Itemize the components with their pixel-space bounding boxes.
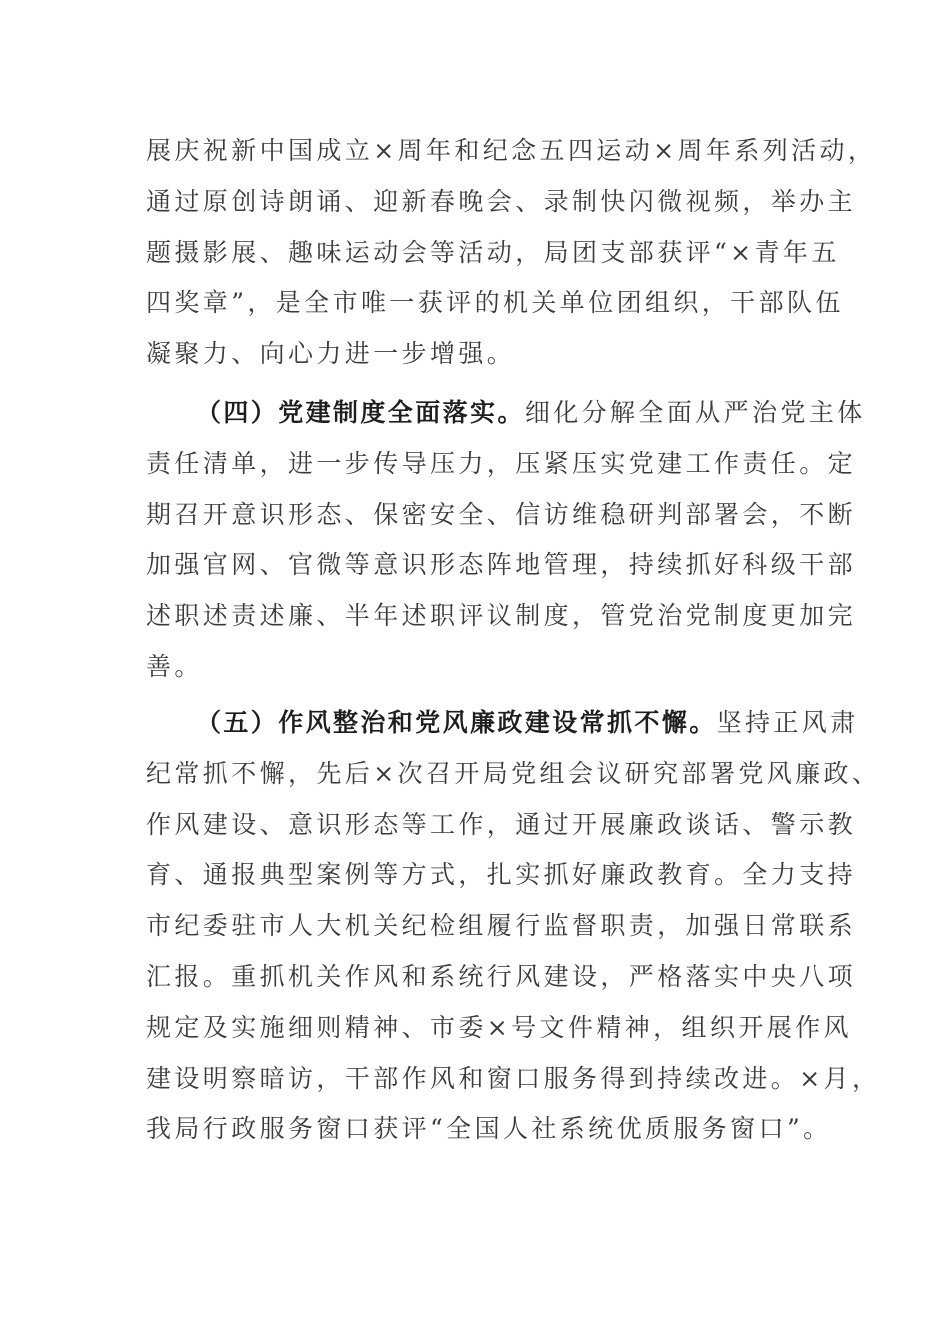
paragraph-line: 建设明察暗访，干部作风和窗口服务得到持续改进。×月， [146,1063,881,1093]
paragraph-activities [146,126,877,380]
section-heading-four: （四）党建制度全面落实。 [196,398,525,427]
paragraph-line: 展庆祝新中国成立×周年和纪念五四运动×周年系列活动， [146,136,877,165]
paragraph-line: 题摄影展、趣味运动会等活动，局团支部获评“×青年五 [146,237,840,267]
paragraph-line: 加强官网、官微等意识形态阵地管理，持续抓好科级干部 [146,550,857,580]
paragraph-line: 责任清单，进一步传导压力，压紧压实党建工作责任。定 [146,448,857,478]
paragraph-line: 规定及实施细则精神、市委×号文件精神，组织开展作风 [146,1012,852,1042]
paragraph-first-line [146,698,859,749]
paragraph-line: 汇报。重抓机关作风和系统行风建设，严格落实中央八项 [146,961,857,991]
section-heading-five: （五）作风整治和党风廉政建设常抓不懈。 [196,708,717,737]
paragraph-line: 通过原创诗朗诵、迎新春晚会、录制快闪微视频，举办主 [146,186,857,216]
paragraph-line: 四奖章”，是全市唯一获评的机关单位团组织，干部队伍 [146,288,844,318]
paragraph-line: 我局行政服务窗口获评“全国人社系统优质服务窗口”。 [146,1114,832,1144]
paragraph-line: 纪常抓不懈，先后×次召开局党组会议研究部署党风廉政、 [146,758,881,788]
paragraph-line: 凝聚力、向心力进一步增强。 [146,339,516,369]
paragraph-line: 市纪委驻市人大机关纪检组履行监督职责，加强日常联系 [146,911,857,941]
paragraph-work-style [146,698,881,1155]
paragraph-line: 善。 [146,651,203,681]
paragraph-line: 述职述责述廉、半年述职评议制度，管党治党制度更加完 [146,601,857,631]
first-line-text: 坚持正风肃 [716,708,859,737]
paragraph-line: 育、通报典型案例等方式，扎实抓好廉政教育。全力支持 [146,860,857,890]
paragraph-line: 作风建设、意识形态等工作，通过开展廉政谈话、警示教 [146,809,857,839]
paragraph-party-system [146,388,866,693]
paragraph-line: 期召开意识形态、保密安全、信访维稳研判部署会，不断 [146,499,857,529]
paragraph-first-line [146,388,866,439]
first-line-text: 细化分解全面从严治党主体 [524,398,866,427]
